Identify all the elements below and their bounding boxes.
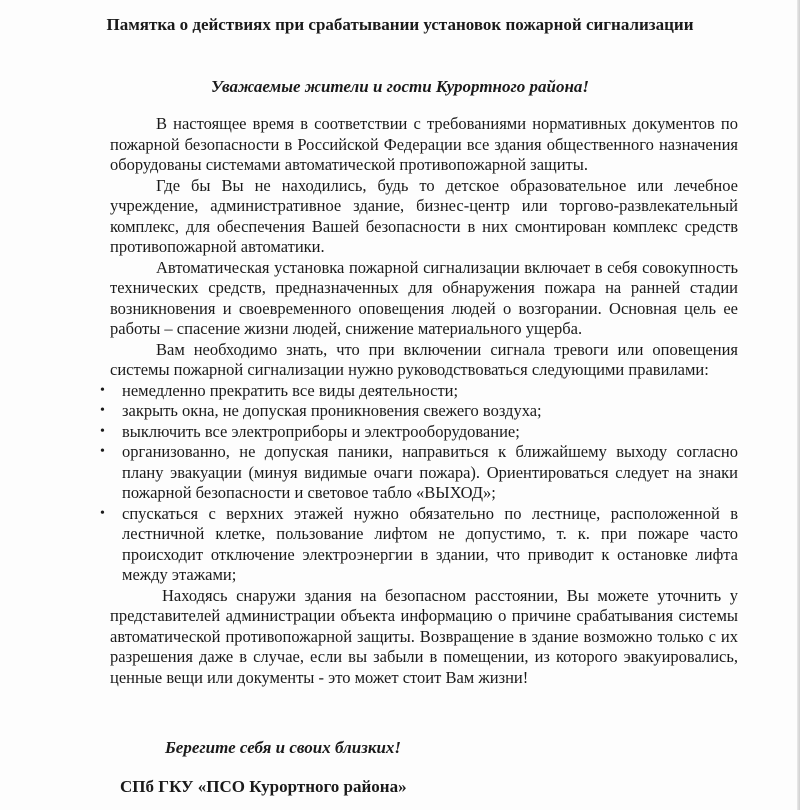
rules-list	[100, 380, 738, 586]
list-item	[100, 421, 738, 443]
bullet-dot-icon: •	[100, 403, 105, 418]
document-body	[100, 114, 738, 688]
list-item-text: закрыть окна, не допуская проникновения свежего воздуха;	[122, 401, 542, 420]
greeting: Уважаемые жители и гости Курортного района!	[210, 77, 590, 96]
bullet-dot-icon: •	[100, 423, 105, 439]
signature: СПб ГКУ «ПСО Курортного района»	[120, 777, 407, 796]
list-item-text: организованно, не допуская паники, направиться к ближайшему выходу согласно плану эвакуации (минуя видимые очаги пожара). Ориентироваться следует на знаки пожарной безопасности и световое табло «ВЫХОД»;	[122, 442, 738, 502]
paragraph-3: Автоматическая установка пожарной сигнализации включает в себя совокупность технических средств, предназначенных для обнаружения пожара на ранней стадии возникновения и своевременного оповещения людей о возгорании. Основная цель ее работы – спасение жизни людей, снижение материального ущерба.	[110, 257, 738, 338]
list-item	[100, 503, 738, 586]
bullet-dot-icon: •	[100, 505, 105, 521]
paragraph-2: Где бы Вы не находились, будь то детское образовательное или лечебное учреждение, административное здание, бизнес-центр или торгово-развлекательный комплекс, для обеспечения Вашей безопасности в них смонтирован комплекс средств противопожарной автоматики.	[110, 175, 738, 256]
paragraph-1: В настоящее время в соответствии с требованиями нормативных документов по пожарной безопасности в Российской Федерации все здания общественного назначения оборудованы системами автоматической противопожарной защиты.	[110, 114, 738, 174]
bullet-dot-icon: •	[100, 444, 105, 459]
list-item	[100, 442, 738, 504]
paragraph-final: Находясь снаружи здания на безопасном расстоянии, Вы можете уточнить у представителей администрации объекта информацию о причине срабатывания системы автоматической противопожарной защиты. Возвращение в здание возможно только с их разрешения даже в случае, если вы забыли в помещении, из которого эвакуировались, ценные вещи или документы - это может стоит Вам жизни!	[110, 585, 738, 687]
list-item-text: выключить все электроприборы и электрооборудование;	[122, 421, 520, 441]
list-item-text: спускаться с верхних этажей нужно обязательно по лестнице, расположенной в лестничной клетке, пользование лифтом не допустимо, т. к. при пожаре часто происходит отключение электроэнергии в здании, что приводит к остановке лифта между этажами;	[122, 503, 738, 584]
list-item	[100, 380, 738, 402]
bullet-dot-icon: •	[100, 382, 105, 398]
closing-line: Берегите себя и своих близких!	[165, 738, 402, 757]
paragraph-4: Вам необходимо знать, что при включении сигнала тревоги или оповещения системы пожарной сигнализации нужно руководствоваться следующими правилами:	[110, 339, 738, 379]
document-title: Памятка о действиях при срабатывании установок пожарной сигнализации	[106, 15, 694, 34]
list-item	[100, 401, 738, 422]
list-item-text: немедленно прекратить все виды деятельности;	[122, 380, 459, 400]
